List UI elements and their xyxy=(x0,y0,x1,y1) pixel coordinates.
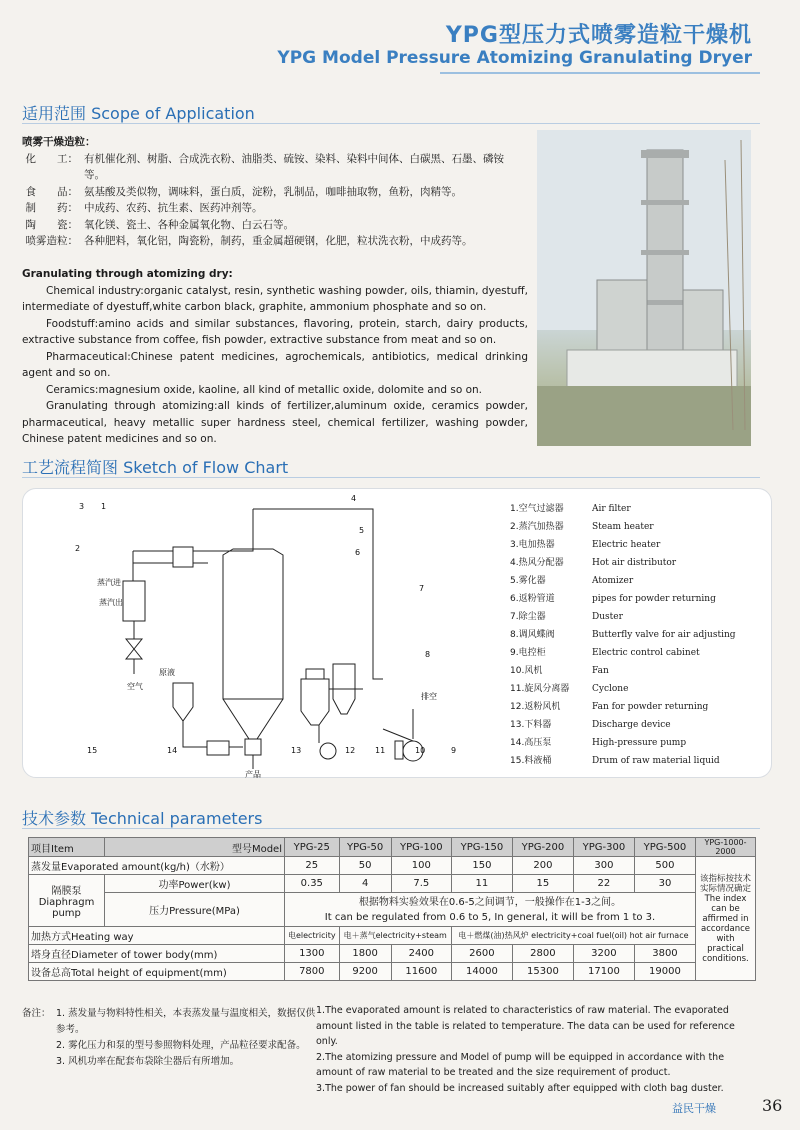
raw-liquid-drum xyxy=(173,683,193,721)
legend-cn: 3.电加热器 xyxy=(510,540,555,550)
svg-text:3: 3 xyxy=(79,502,85,511)
legend-en: Drum of raw material liquid xyxy=(592,756,720,766)
col-item: 项目Item xyxy=(29,838,105,857)
svg-text:8: 8 xyxy=(425,650,431,659)
table-row-power: 隔膜泵 Diaphragm pump 功率Power(kw) 0.35 4 7.5 11 15 22 30 xyxy=(29,875,756,893)
svg-text:13: 13 xyxy=(291,746,302,755)
diagram-number-labels xyxy=(75,494,456,755)
scope-en-item: Ceramics:magnesium oxide, kaoline, all kind of metallic oxide, dolomite and so on. xyxy=(46,383,483,396)
tower-cone xyxy=(223,699,283,739)
svg-text:14: 14 xyxy=(167,746,178,755)
table-row-pressure: 压力Pressure(MPa) 根据物料实验效果在0.6-5之间调节，一般操作在1-3之间。 It can be regulated from 0.6 to 5, In general, it will be from 1 to 3. xyxy=(29,893,756,927)
scope-cn-key: 制 药： xyxy=(25,202,78,214)
notes-cn: 备注： 1. 蒸发量与物料特性相关，本表蒸发量与温度相关，数据仅供参考。 2. 雾化压力和泵的型号参照物料处理，产品粒径要求配备。 3. 风机功率在配套布袋除尘器后有所增加。 xyxy=(22,1006,322,1070)
label-exhaust: 排空 xyxy=(421,692,437,701)
legend-en: Discharge device xyxy=(592,720,671,730)
legend-item xyxy=(510,698,736,716)
legend-cn: 9.电控柜 xyxy=(510,648,546,658)
svg-text:12: 12 xyxy=(345,746,356,755)
table-row-evap: 蒸发量Evaporated amount(kg/h)（水粉） 25 50 100 150 200 300 500 该指标按技术实际情况确定 The index can be affirmed in accordance with practical conditions. xyxy=(29,857,756,875)
svg-text:9: 9 xyxy=(451,746,457,755)
legend-item xyxy=(510,752,736,770)
cyclone xyxy=(301,679,329,725)
legend-cn: 4.热风分配器 xyxy=(510,558,564,568)
legend-item xyxy=(510,734,736,752)
svg-text:4: 4 xyxy=(351,494,357,503)
scope-en-item: Chemical industry:organic catalyst, resin, synthetic washing powder, oils, thiamin, dyestuff, intermediate of dyestuff,white carbon black, graphite, ammonium phosphate and so on. xyxy=(22,284,528,313)
legend-cn: 5.雾化器 xyxy=(510,576,546,586)
dryer-tower-photo xyxy=(537,130,751,446)
scope-cn-value: 氨基酸及类似物，调味料，蛋白质，淀粉，乳制品，咖啡抽取物，鱼粉，肉精等。 xyxy=(84,185,462,198)
legend-cn: 2.蒸汽加热器 xyxy=(510,522,564,532)
legend-cn: 15.料液桶 xyxy=(510,756,552,766)
note-en-item: 3.The power of fan should be increased suitably after equipped with cloth bag duster. xyxy=(316,1082,724,1094)
scope-cn-key: 喷雾造粒： xyxy=(25,235,78,247)
legend-en: pipes for powder returning xyxy=(592,594,716,604)
scope-en-list xyxy=(22,283,528,448)
legend-item xyxy=(510,500,736,518)
scope-cn-key: 陶 瓷： xyxy=(25,218,78,231)
legend-item xyxy=(510,680,736,698)
legend-en: Electric control cabinet xyxy=(592,648,700,658)
legend-item xyxy=(510,608,736,626)
scope-cn-item xyxy=(22,233,522,250)
legend-en: Fan xyxy=(592,666,609,676)
legend-en: Butterfly valve for air adjusting xyxy=(592,630,736,640)
scope-cn-item xyxy=(22,184,522,201)
svg-text:2: 2 xyxy=(75,544,81,553)
high-pressure-pump xyxy=(207,741,229,755)
legend-en: Electric heater xyxy=(592,540,661,550)
legend-cn: 8.调风蝶阀 xyxy=(510,630,555,640)
scope-en-item: Foodstuff:amino acids and similar substances, flavoring, protein, starch, dairy products, extractive substance from coffee, fish powder, extractive substance from meat and so on. xyxy=(22,317,528,346)
note-cn-item: 3. 风机功率在配套布袋除尘器后有所增加。 xyxy=(56,1056,240,1067)
svg-text:7: 7 xyxy=(419,584,425,593)
legend-item xyxy=(510,662,736,680)
legend-en: Atomizer xyxy=(592,576,634,586)
table-row-diameter: 塔身直径Diameter of tower body(mm) 1300 1800 2400 2600 2800 3200 3800 xyxy=(29,945,756,963)
legend-en: Fan for powder returning xyxy=(592,702,709,712)
note-cn-item: 1. 蒸发量与物料特性相关，本表蒸发量与温度相关，数据仅供参考。 xyxy=(56,1008,316,1035)
scope-cn-key: 化 工： xyxy=(25,152,78,165)
legend-cn: 14.高压泵 xyxy=(510,738,552,748)
scope-cn-list xyxy=(22,151,522,250)
scope-en-item: Pharmaceutical:Chinese patent medicines, agrochemicals, antibiotics, medical drinking agent and so on. xyxy=(22,350,528,379)
scope-cn-value: 各种肥料，氧化铝，陶瓷粉，制药，重金属超硬钢，化肥，粒状洗衣粉，中成药等。 xyxy=(84,235,473,247)
legend-item xyxy=(510,518,736,536)
scope-cn-item xyxy=(22,151,522,184)
legend-en: Hot air distributor xyxy=(592,558,677,568)
title-en: YPG Model Pressure Atomizing Granulating Dryer xyxy=(277,48,752,68)
legend-item xyxy=(510,626,736,644)
scope-cn-block xyxy=(22,134,522,250)
legend-item xyxy=(510,644,736,662)
svg-text:1: 1 xyxy=(101,502,107,511)
powder-return-fan xyxy=(320,743,336,759)
page-header xyxy=(0,0,800,80)
scope-cn-title: 喷雾干燥造粒： xyxy=(22,136,96,148)
tech-heading: 技术参数 Technical parameters xyxy=(22,806,262,829)
steam-heater xyxy=(123,581,145,621)
label-air: 空气 xyxy=(127,682,143,691)
title-underline xyxy=(440,72,760,74)
note-en-item: 2.The atomizing pressure and Model of pump will be equipped in accordance with the amount of raw material to be treated and the size requirement of product. xyxy=(316,1051,725,1079)
scope-cn-value: 有机催化剂、树脂、合成洗衣粉、油脂类、硫铵、染料、染料中间体、白碳黑、石墨、磷铵等。 xyxy=(84,152,504,181)
label-steam-out: 蒸汽出 xyxy=(99,598,123,607)
legend-en: Duster xyxy=(592,612,623,622)
legend-cn: 10.风机 xyxy=(510,666,543,676)
scope-en-item: Granulating through atomizing:all kinds of fertilizer,aluminum oxide, ceramics powder, pharmaceutical, heavy metallic super hardness steel, chemical fertilizer, washing powder, Chinese patent medicines and so on. xyxy=(22,400,528,445)
legend-item xyxy=(510,572,736,590)
legend-item xyxy=(510,536,736,554)
svg-text:11: 11 xyxy=(375,746,386,755)
legend-item xyxy=(510,716,736,734)
tech-params-table xyxy=(28,837,756,981)
legend-en: Cyclone xyxy=(592,684,629,694)
label-raw-liquid: 原液 xyxy=(159,668,175,677)
scope-cn-item xyxy=(22,200,522,217)
scope-cn-value: 氧化镁、瓷土、各种金属氧化物、白云石等。 xyxy=(84,218,294,231)
drying-tower xyxy=(223,549,283,699)
note-cn-item: 2. 雾化压力和泵的型号参照物料处理，产品粒径要求配备。 xyxy=(56,1040,306,1051)
legend-cn: 6.返粉管道 xyxy=(510,594,555,604)
legend-cn: 11.旋风分离器 xyxy=(510,684,570,694)
last-col-note: 该指标按技术实际情况确定 The index can be affirmed in accordance with practical conditions. xyxy=(696,857,756,981)
legend-en: High-pressure pump xyxy=(592,738,687,748)
notes-en xyxy=(316,1003,756,1097)
legend-en: Steam heater xyxy=(592,522,654,532)
legend-cn: 13.下料器 xyxy=(510,720,552,730)
table-header-row: 项目Item 型号Model YPG-25 YPG-50 YPG-100 YPG-150 YPG-200 YPG-300 YPG-500 YPG-1000-2000 xyxy=(29,838,756,857)
legend-cn: 7.除尘器 xyxy=(510,612,546,622)
scope-en-block xyxy=(22,266,528,448)
legend-item xyxy=(510,590,736,608)
brand-logo-text: 益民干燥 xyxy=(672,1102,716,1115)
scope-cn-key: 食 品： xyxy=(25,185,78,198)
air-filter xyxy=(126,639,142,649)
table-row-height: 设备总高Total height of equipment(mm) 7800 9200 11600 14000 15300 17100 19000 xyxy=(29,963,756,981)
note-en-item: 1.The evaporated amount is related to characteristics of raw material. The evaporated amount listed in the table is related to temperature. The data can be used for reference only. xyxy=(316,1005,735,1048)
svg-text:15: 15 xyxy=(87,746,98,755)
col-model: 型号Model xyxy=(105,838,285,857)
legend-en: Air filter xyxy=(592,504,631,514)
label-product: 产品 xyxy=(245,770,261,779)
svg-text:6: 6 xyxy=(355,548,361,557)
label-steam-in: 蒸汽进 xyxy=(97,578,121,587)
svg-text:5: 5 xyxy=(359,526,365,535)
page-number: 36 xyxy=(762,1096,783,1115)
svg-text:10: 10 xyxy=(415,746,426,755)
scope-cn-item xyxy=(22,217,522,234)
discharge-device xyxy=(245,739,261,755)
scope-en-title: Granulating through atomizing dry: xyxy=(22,268,233,280)
legend-cn: 1.空气过滤器 xyxy=(510,504,564,514)
flow-heading: 工艺流程简图 Sketch of Flow Chart xyxy=(22,455,288,478)
flow-legend xyxy=(510,500,736,770)
scope-heading: 适用范围 Scope of Application xyxy=(22,101,255,124)
scope-cn-value: 中成药、农药、抗生素、医药冲剂等。 xyxy=(84,202,263,214)
legend-item xyxy=(510,554,736,572)
title-cn: YPG型压力式喷雾造粒干燥机 xyxy=(445,23,752,48)
electric-heater xyxy=(173,547,193,567)
legend-cn: 12.返粉风机 xyxy=(510,702,561,712)
table-row-heating: 加热方式Heating way 电electricity 电＋蒸气electricity+steam 电＋燃煤(油)热风炉 electricity+coal fuel(oil) hot air furnace xyxy=(29,927,756,945)
